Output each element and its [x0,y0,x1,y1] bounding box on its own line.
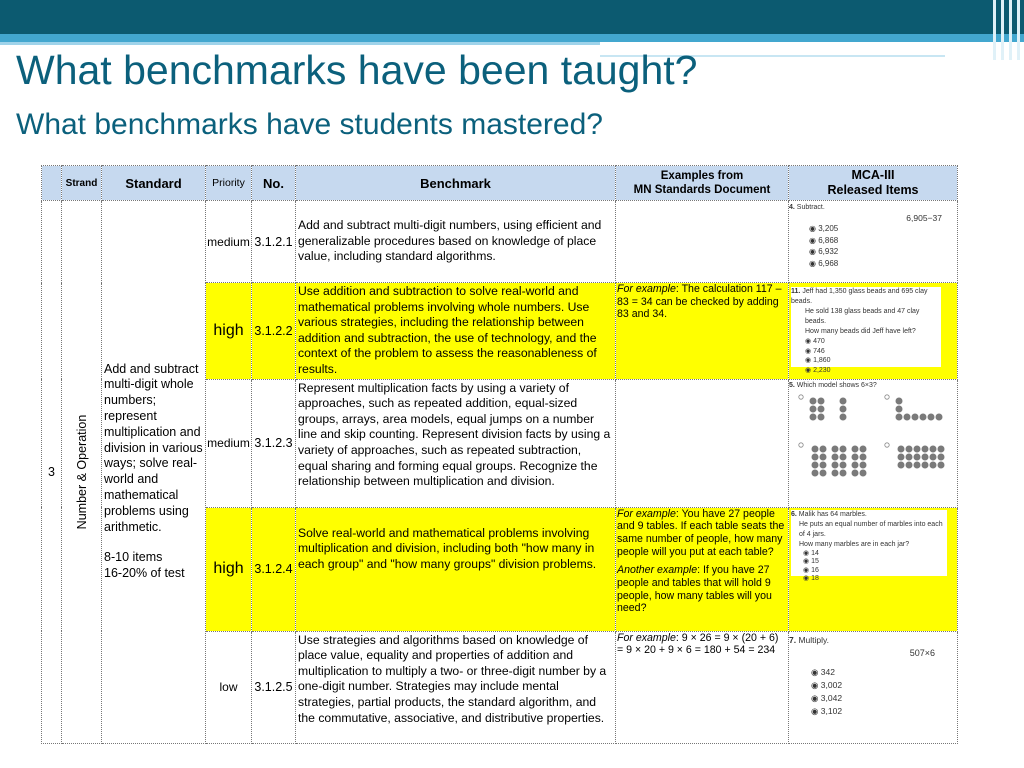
example-cell [616,283,789,380]
answer-option: ◉ 6,868 [809,235,839,245]
header-standard: Standard [102,166,206,201]
example-label: For example [617,283,676,295]
accent-band [0,34,1024,42]
answer-option: ◉ 14 [803,549,819,557]
benchmark-text: Add and subtract multi-digit numbers, using efficient and generalizable procedures based on knowledge of place value, including standard algorithms. [296,201,616,283]
answer-option: ◉ 2,230 [805,366,831,374]
priority-cell: medium [206,379,252,507]
example-label-2: Another example [617,564,698,577]
benchmark-number: 3.1.2.3 [252,379,296,507]
question-prompt-2: He puts an equal number of marbles into each of 4 jars. [799,520,943,538]
question-number: 11. [791,288,801,295]
strand-cell [62,201,102,744]
example-text-2: : If you have 27 people and tables that will hold 9 people, how many tables will you need? [617,564,772,615]
mca-question [789,381,957,503]
question-number: 5. [789,381,795,389]
answer-option: ◉ 470 [805,338,825,345]
example-cell [616,379,789,507]
mca-question [791,510,947,583]
answer-option: ◉ 746 [805,347,825,355]
answer-option: ◉ 6,968 [809,258,839,268]
mca-question [789,203,957,281]
question-problem: 507×6 [909,647,935,658]
unit-number: 3 [42,201,62,744]
question-prompt: Jeff had 1,350 glass beads and 695 clay beads. [791,288,928,305]
header-examples: Examples from MN Standards Document [616,166,789,201]
question-prompt-2: He sold 138 glass beads and 47 clay beads. [805,308,920,325]
priority-cell: high [206,507,252,631]
mca-item-cell [789,379,958,507]
question-problem: 6,905−37 [906,213,942,223]
benchmark-number: 3.1.2.4 [252,507,296,631]
priority-cell: low [206,631,252,743]
answer-option: ◉ 3,002 [811,679,843,690]
question-number: 4. [789,204,795,211]
accent-line [0,42,600,45]
header-no: No. [252,166,296,201]
answer-option: ◉ 3,042 [811,692,843,703]
header-priority: Priority [206,166,252,201]
answer-option: ◉ 18 [803,575,819,583]
table-row [42,201,958,283]
priority-cell: medium [206,201,252,283]
example-text: : The calculation 117 – 83 = 34 can be checked by adding 83 and 34. [617,283,782,321]
example-label: For example [617,631,676,644]
benchmark-text: Use addition and subtraction to solve real-world and mathematical problems involving whole numbers. Use various strategies, including the relationship between addition and subtraction, the use of technology, and the context of the problem to assess the reasonableness of results. [296,283,616,380]
benchmark-number: 3.1.2.2 [252,283,296,380]
standard-cell [102,201,206,744]
example-cell [616,201,789,283]
answer-option: ◉ 6,932 [809,247,839,256]
table-header-row [42,166,958,201]
answer-option: ◉ 15 [803,558,819,566]
example-label: For example [617,507,676,520]
answer-option: ◉ 342 [811,666,835,677]
benchmark-number: 3.1.2.1 [252,201,296,283]
answer-option: ◉ 3,102 [811,705,843,716]
question-prompt: Subtract. [796,204,825,211]
mca-item-cell [789,283,958,380]
answer-option: ◉ 16 [803,566,819,574]
example-text: : 9 × 26 = 9 × (20 + 6) = 9 × 20 + 9 × 6 = 180 + 54 = 234 [617,631,779,657]
strand-label: Number & Operation [74,414,89,530]
example-cell [616,507,789,631]
benchmark-number: 3.1.2.5 [252,631,296,743]
standard-percent: 16-20% of test [104,566,185,581]
question-number: 6. [791,510,797,518]
question-number: 7. [789,634,797,645]
mca-question [789,634,957,740]
benchmark-text: Use strategies and algorithms based on knowledge of place value, equality and properties of addition and multiplication to multiply a two- or three-digit number by a one-digit number. Strategies may include mental strategies, partial products, the standard algorithm, and the commutative, associative, and distributive properties. [296,631,616,743]
standard-items: 8-10 items [104,550,163,565]
benchmark-text: Solve real-world and mathematical problems involving multiplication and division, including both "how many in each group" and "how many groups" division problems. [296,507,616,631]
question-prompt-3: How many marbles are in each jar? [799,540,910,548]
question-prompt: Malik has 64 marbles. [798,510,867,518]
header-blank [42,166,62,201]
question-prompt-3: How many beads did Jeff have left? [805,328,916,335]
priority-cell: high [206,283,252,380]
header-benchmark: Benchmark [296,166,616,201]
array-models-image [789,391,957,499]
top-banner [0,0,1024,34]
answer-option: ◉ 1,860 [805,357,831,364]
mca-item-cell [789,631,958,743]
page-title: What benchmarks have been taught? [16,47,698,93]
question-prompt: Which model shows 6×3? [796,381,877,389]
benchmark-text: Represent multiplication facts by using a variety of approaches, such as repeated addition, equal-sized groups, arrays, area models, equal jumps on a number line and skip counting. Represent division facts by using a variety of approaches, such as repeated subtraction, equal sharing and forming equal groups. Recognize the relationship between multiplication and division. [296,379,616,507]
example-text: : You have 27 people and 9 tables. If each table seats the same number of people, how many people will you put at each table? [617,507,785,558]
benchmark-table [41,165,958,744]
page-subtitle: What benchmarks have students mastered? [16,108,603,141]
mca-question [791,287,941,374]
answer-option: ◉ 3,205 [809,224,839,233]
example-cell [616,631,789,743]
standard-text: Add and subtract multi-digit whole numbers; represent multiplication and division in various ways; solve real-world and mathematical problems using arithmetic. [104,361,203,534]
header-strand: Strand [62,166,102,201]
header-mca: MCA-III Released Items [789,166,958,201]
mca-item-cell [789,507,958,631]
mca-item-cell [789,201,958,283]
decor-stripes [984,0,1024,60]
question-prompt: Multiply. [798,634,830,645]
